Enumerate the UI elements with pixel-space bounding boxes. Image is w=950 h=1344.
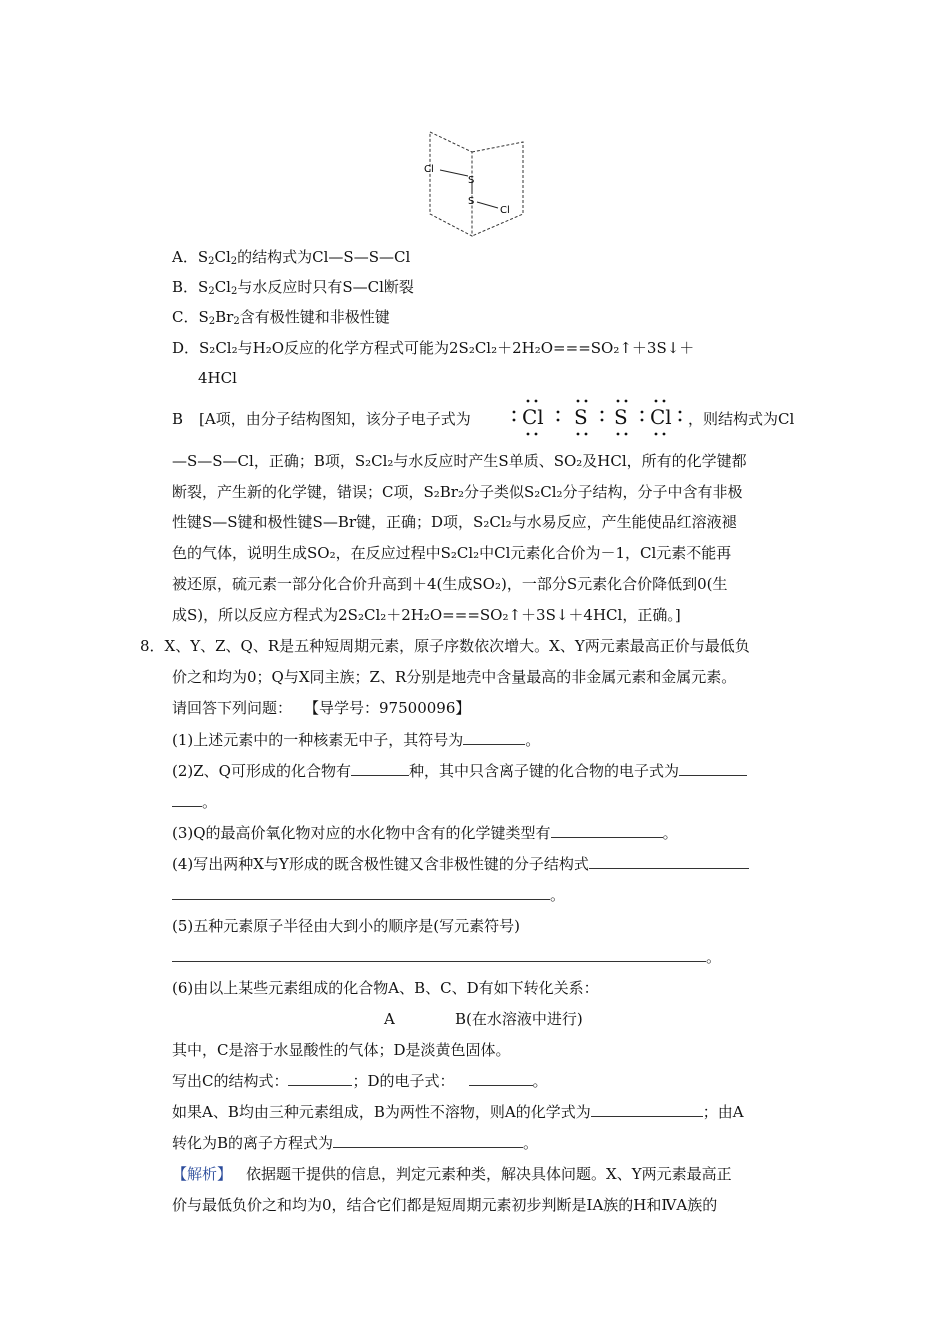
- q8-sub-1: (1)上述元素中的一种核素无中子，其符号为 。: [172, 731, 541, 749]
- option-d-continued: 4HCl: [198, 369, 237, 387]
- answer-blank-2b[interactable]: [679, 760, 747, 776]
- q8-stem-line-1: 8．X、Y、Z、Q、R是五种短周期元素，原子序数依次增大。X、Y两元素最高正价与最低负: [140, 637, 750, 655]
- answer-blank-5[interactable]: [172, 946, 706, 962]
- q8-sub-6: (6)由以上某些元素组成的化合物A、B、C、D有如下转化关系：: [172, 979, 599, 997]
- analysis-line-4: 色的气体，说明生成SO₂，在反应过程中S₂Cl₂中Cl元素化合价为－1，Cl元素不能再: [172, 544, 732, 562]
- q8-analysis-line-1: 【解析】 依据题干提供的信息，判定元素种类，解决具体问题。X、Y两元素最高正: [172, 1165, 732, 1183]
- ef-atom-cl-1: Cl: [522, 405, 544, 429]
- answer-blank-d[interactable]: [469, 1070, 533, 1086]
- analysis-line-6: 成S)，所以反应方程式为2S₂Cl₂＋2H₂O===SO₂↑＋3S↓＋4HCl，正确。]: [172, 606, 681, 624]
- bond-cl-s: [440, 170, 468, 176]
- option-a: A．$S_2Cl_2$的结构式为Cl—S—S—Cl: [172, 248, 411, 267]
- q8-stem-line-2: 价之和均为0；Q与X同主族；Z、R分别是地壳中含量最高的非金属元素和金属元素。: [172, 668, 737, 686]
- q8-where-line: 其中，C是溶于水显酸性的气体；D是淡黄色固体。: [172, 1041, 511, 1059]
- answer-blank-3[interactable]: [551, 822, 663, 838]
- analysis-line-2: 断裂，产生新的化学键，错误；C项，S₂Br₂分子类似S₂Cl₂分子结构，分子中含有非极: [172, 483, 743, 501]
- answer-blank-ionic-eq[interactable]: [333, 1132, 523, 1148]
- reaction-b: B(在水溶液中进行): [455, 1010, 583, 1028]
- q8-analysis-line-2: 价与最低负价之和均为0，结合它们都是短周期元素初步判断是ⅠA族的H和ⅣA族的: [172, 1196, 718, 1214]
- option-b: B．$S_2Cl_2$与水反应时只有S—Cl断裂: [172, 278, 414, 297]
- analysis-line-3: 性键S—S键和极性键S—Br键，正确；D项，S₂Cl₂与水易反应，产生能使品红溶液褪: [172, 513, 737, 531]
- guide-number: 【导学号：97500096】: [304, 699, 471, 717]
- answer-blank-a-formula[interactable]: [591, 1101, 703, 1117]
- dihedral-planes: [430, 132, 523, 236]
- q8-sub-4-continued: 。: [172, 884, 565, 906]
- answer-blank-1[interactable]: [463, 729, 525, 745]
- q8-sub-5: (5)五种元素原子半径由大到小的顺序是(写元素符号): [172, 917, 520, 935]
- ef-atom-s-2: S: [614, 405, 628, 429]
- q8-sub-4: (4)写出两种X与Y形成的既含极性键又含非极性键的分子结构式: [172, 853, 749, 875]
- answer-blank-4b[interactable]: [172, 884, 550, 900]
- atom-cl-2: Cl: [500, 205, 510, 216]
- q8-sub-3: (3)Q的最高价氧化物对应的水化物中含有的化学键类型有 。: [172, 824, 678, 842]
- q8-sub-5-continued: 。: [172, 946, 721, 968]
- q8-convert-line: 转化为B的离子方程式为 。: [172, 1134, 539, 1152]
- answer-blank-2b-cont[interactable]: [172, 791, 202, 807]
- q8-sub-2: (2)Z、Q可形成的化合物有 种，其中只含离子键的化合物的电子式为: [172, 760, 747, 782]
- q8-sub-2-continued: 。: [172, 791, 217, 813]
- analysis-line-5: 被还原，硫元素一部分化合价升高到＋4(生成SO₂)，一部分S元素化合价降低到0(生: [172, 575, 728, 593]
- atom-cl-1: Cl: [424, 164, 434, 175]
- ef-atom-s-1: S: [574, 405, 588, 429]
- answer-blank-2a[interactable]: [351, 760, 409, 776]
- option-c: C．$S_2Br_2$含有极性键和非极性键: [172, 308, 390, 327]
- s2cl2-molecule-figure: [420, 128, 532, 240]
- reaction-a: A: [384, 1010, 395, 1028]
- q8-if-line: 如果A、B均由三种元素组成，B为两性不溶物，则A的化学式为 ；由A: [172, 1103, 744, 1121]
- analysis-line-1: —S—S—Cl，正确；B项，S₂Cl₂与水反应时产生S单质、SO₂及HCl，所有的化学键都: [172, 452, 747, 470]
- ef-atom-cl-2: Cl: [650, 405, 672, 429]
- q8-prompt: 请回答下列问题： 【导学号：97500096】: [172, 699, 471, 717]
- q8-write-c-d: 写出C的结构式： ；D的电子式： 。: [172, 1072, 548, 1090]
- atom-s-1: S: [468, 175, 475, 186]
- answer-analysis-lead: B [A项，由分子结构图知，该分子电子式为: [172, 410, 471, 428]
- answer-letter: B: [172, 410, 184, 428]
- atom-s-2: S: [468, 196, 475, 207]
- answer-blank-4a[interactable]: [589, 853, 749, 869]
- answer-blank-c[interactable]: [288, 1070, 352, 1086]
- bond-s-cl: [477, 202, 498, 208]
- electron-formula: [510, 396, 686, 440]
- option-d: D．S₂Cl₂与H₂O反应的化学方程式可能为2S₂Cl₂＋2H₂O===SO₂↑＋3S↓＋: [172, 339, 695, 357]
- analysis-tag: 【解析】: [172, 1165, 233, 1183]
- analysis-after-formula: ，则结构式为Cl: [688, 410, 795, 428]
